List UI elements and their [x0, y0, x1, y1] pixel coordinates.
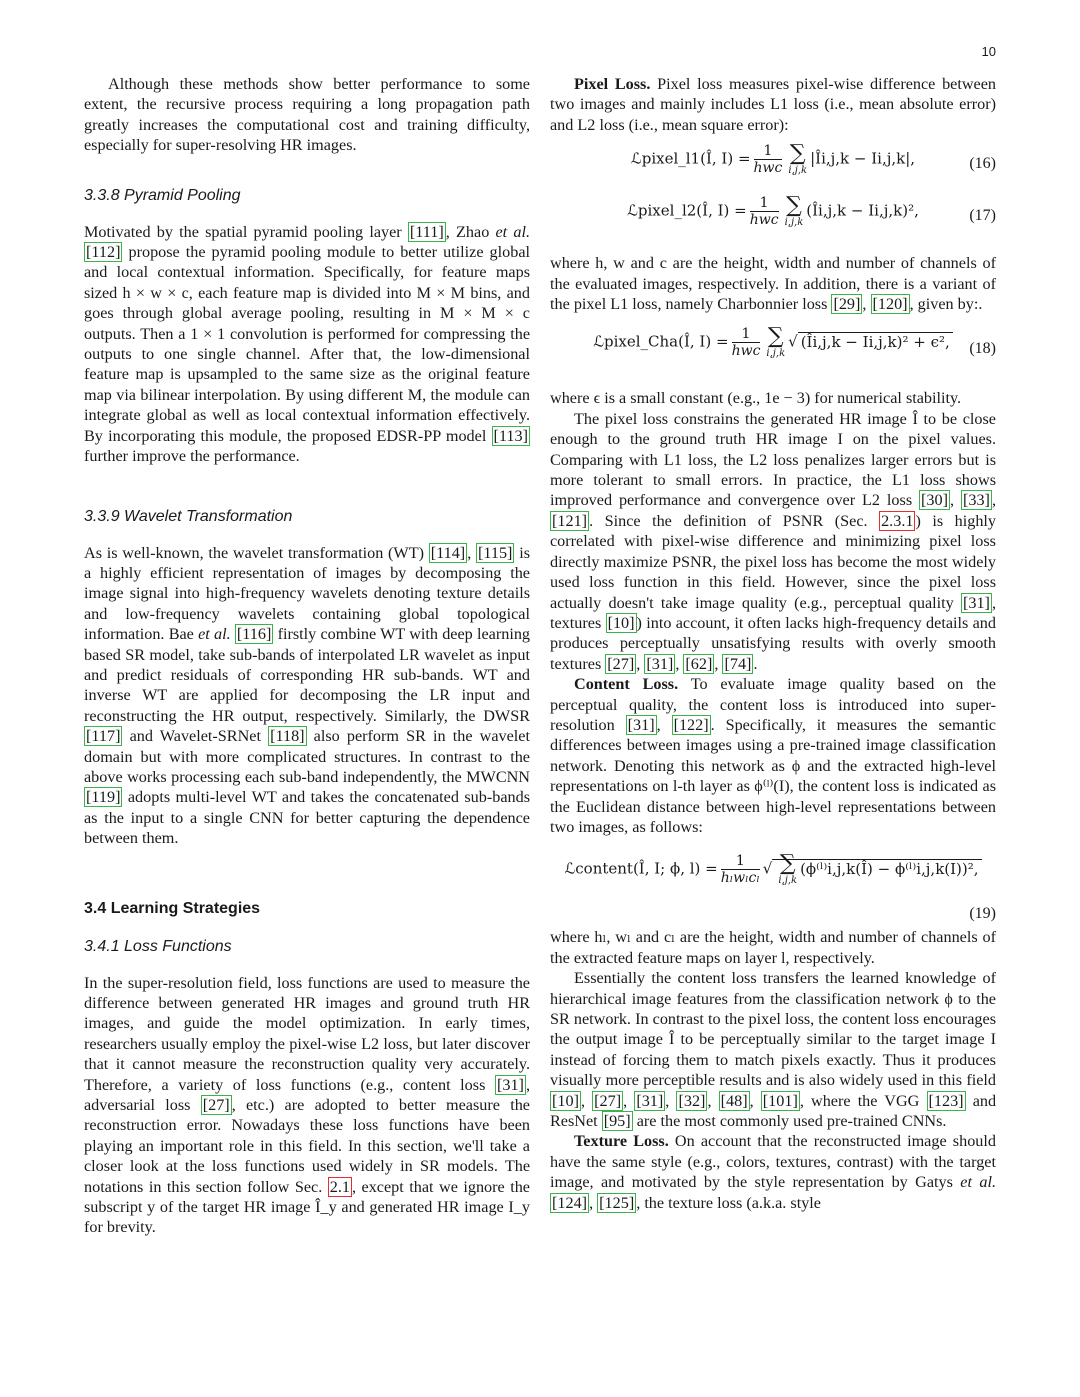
citation-link[interactable]: [95]: [603, 1112, 631, 1131]
citation-link[interactable]: [27]: [202, 1096, 230, 1115]
section-link[interactable]: 2.3.1: [881, 511, 914, 530]
intro-paragraph: Although these methods show better performance to some extent, the recursive process requiring a long propagation path greatly increases the computational cost and training difficulty, especially for super-resolving HR images.: [84, 75, 530, 155]
content-loss-discussion: Essentially the content loss transfers the learned knowledge of hierarchical image features from the classification network ϕ to the SR network. In contrast to the pixel loss, the content loss encourages the output image Î to be perceptually similar to the target image I instead of forcing them to match pixels exactly. Thus it produces visually more perceptible results and is also widely used in this field [10] , [27] , [31] , [32] , [48] , [101] , where the VGG [123] and ResNet [95] are the most commonly used pre-trained CNNs.: [550, 969, 997, 1131]
section-link[interactable]: 2.1: [329, 1177, 350, 1196]
citation-link[interactable]: [113]: [493, 426, 528, 445]
pyramid-pooling-paragraph: Motivated by the spatial pyramid pooling layer [111] , Zhao et al. [112] propose the pyramid pooling module to better utilize global and local contextual information. Specifically, for feature maps sized h × w × c, each feature map is divided into M × M bins, and goes through global average pooling, resulting in M × M × c outputs. Then a 1 × 1 convolution is performed for compressing the outputs to one single channel. After that, the low-dimensional feature map is upsampled to the same size as the original feature map via bilinear interpolation. By using different M, the module can integrate global as well as local contextual information effectively. By incorporating this module, the proposed EDSR-PP model [113] further improve the performance.: [84, 222, 531, 466]
texture-loss-heading: Texture Loss.: [574, 1132, 669, 1151]
citation-link[interactable]: [33]: [962, 491, 990, 510]
citation-link[interactable]: [31]: [962, 593, 990, 612]
citation-link[interactable]: [32]: [678, 1091, 706, 1110]
content-loss-heading: Content Loss.: [574, 675, 679, 694]
citation-link[interactable]: [119]: [86, 788, 121, 807]
citation-link[interactable]: [62]: [685, 654, 713, 673]
citation-link[interactable]: [31]: [636, 1091, 664, 1110]
wavelet-paragraph: As is well-known, the wavelet transformation (WT) [114] , [115] is a highly efficient representation of images by decomposing the image signal into high-frequency wavelets denoting texture details and low-frequency wavelets containing global topological information. Bae et al. [116] firstly combine WT with deep learning based SR model, take sub-bands of interpolated LR wavelet as input and predict residuals of corresponding HR sub-bands. WT and inverse WT are applied for decomposing the LR input and reconstructing the HR output, respectively. Similarly, the DWSR [117] and Wavelet-SRNet [118] also perform SR in the wavelet domain but with more complicated structures. In contrast to the above works processing each sub-band independently, the MWCNN [119] adopts multi-level WT and takes the concatenated sub-bands as the input to a single CNN for better capturing the dependence between them.: [84, 543, 531, 848]
section-3-4-1-heading: 3.4.1 Loss Functions: [84, 937, 232, 955]
section-3-4-heading: 3.4 Learning Strategies: [84, 899, 261, 917]
content-loss-where: where hₗ, wₗ and cₗ are the height, width and number of channels of the extracted feature maps on layer l, respectively.: [550, 928, 996, 967]
citation-link[interactable]: [101]: [762, 1091, 798, 1110]
content-loss-paragraph: Content Loss. To evaluate image quality based on the perceptual quality, the content loss is introduced into super-resolution [31] , [122] . Specifically, it measures the semantic differences between images using a pre-trained image classification network. Denoting this network as ϕ and the extracted high-level representations on l-th layer as ϕ⁽ˡ⁾(I), the content loss is indicated as the Euclidean distance between high-level representations between two images, as follows:: [550, 675, 996, 836]
equation-16: ℒpixel_l1(Î, I) = $\frac{1}{\text{hwc}}$ ∑ i,j,k |Îi,j,k − Ii,j,k|, (16): [630, 141, 996, 177]
pixel-loss-heading: Pixel Loss.: [574, 75, 651, 93]
citation-link[interactable]: [48]: [720, 1091, 748, 1110]
pixel-loss-discussion: The pixel loss constrains the generated HR image Î to be close enough to the ground truth HR image I on the pixel values. Comparing with L1 loss, the L2 loss penalizes larger errors but is more tolerant to small errors. In practice, the L1 loss shows improved performance and convergence over L2 loss [30] , [33] , [121] . Since the definition of PSNR (Sec. 2.3.1 ) is highly correlated with pixel-wise difference and minimizing pixel loss directly maximize PSNR, the pixel loss has become the most widely used loss function in this field. However, since the pixel loss actually doesn't take image quality (e.g., perceptual quality [31] , textures [10] ) into account, it often lacks high-frequency details and produces perceptually unsatisfying results with overly smooth textures [27] , [31] , [62] , [74] .: [550, 409, 997, 673]
page-number: 10: [981, 44, 996, 59]
citation-link[interactable]: [31]: [496, 1075, 524, 1094]
citation-link[interactable]: [10]: [607, 613, 635, 632]
citation-link[interactable]: [10]: [552, 1091, 579, 1110]
citation-link[interactable]: [117]: [86, 727, 121, 746]
citation-link[interactable]: [29]: [833, 295, 861, 314]
citation-link[interactable]: [116]: [236, 625, 272, 644]
equation-17: ℒpixel_l2(Î, I) = $\frac{1}{\text{hwc}}$ ∑ i,j,k (Îi,j,k − Ii,j,k)², (17): [627, 193, 996, 229]
citation-link[interactable]: [120]: [872, 295, 908, 314]
loss-functions-paragraph: In the super-resolution field, loss functions are used to measure the difference between generated HR images and ground truth HR images, and guide the model optimization. In early times, researchers usually employ the pixel-wise L2 loss, but later discover that it cannot measure the reconstruction quality very accurately. Therefore, a variety of loss functions (e.g., content loss [31] , adversarial loss [27] , etc.) are adopted to better measure the reconstruction error. Nowadays these loss functions have been playing an important role in this field. In this section, we'll take a closer look at the loss functions used widely in SR models. The notations in this section follow Sec. 2.1 , except that we ignore the subscript y of the target HR image Î_y and generated HR image I_y for brevity.: [84, 973, 530, 1237]
right-column: [550, 74, 996, 1213]
citation-link[interactable]: [125]: [599, 1193, 635, 1212]
citation-link[interactable]: [27]: [594, 1091, 622, 1110]
citation-link[interactable]: [112]: [86, 243, 121, 262]
citation-link[interactable]: [111]: [409, 222, 444, 241]
equation-19: ℒcontent(Î, I; ϕ, l) = $\frac{1}{\text{hₗwₗcₗ}}$ √ ∑ i,j,k (ϕ⁽ˡ⁾i,j,k(Î) − ϕ⁽ˡ⁾i,j,k(I))², (19): [564, 851, 996, 923]
citation-link[interactable]: [118]: [270, 727, 305, 746]
citation-link[interactable]: [114]: [430, 543, 466, 562]
citation-link[interactable]: [124]: [552, 1193, 588, 1212]
citation-link[interactable]: [27]: [607, 654, 635, 673]
equation-18: ℒpixel_Cha(Î, I) = $\frac{1}{\text{hwc}}$ ∑ i,j,k √ (Îi,j,k − Ii,j,k)² + ϵ², (18): [593, 324, 996, 360]
citation-link[interactable]: [121]: [552, 511, 588, 530]
left-column: [84, 74, 530, 1238]
citation-link[interactable]: [31]: [627, 715, 655, 734]
pixel-loss-paragraph: Pixel Loss. Pixel loss measures pixel-wise difference between two images and mainly includes L1 loss (i.e., mean absolute error) and L2 loss (i.e., mean square error):: [550, 75, 996, 134]
citation-link[interactable]: [123]: [928, 1091, 964, 1110]
epsilon-paragraph: where ϵ is a small constant (e.g., 1e − 3) for numerical stability.: [550, 389, 962, 408]
texture-loss-paragraph: Texture Loss. On account that the reconstructed image should have the same style (e.g., colors, textures, contrast) with the target image, and motivated by the style representation by Gatys et al. [124] , [125] , the texture loss (a.k.a. style: [550, 1132, 996, 1212]
citation-link[interactable]: [31]: [646, 654, 674, 673]
citation-link[interactable]: [30]: [921, 491, 949, 510]
section-3-3-8-heading: 3.3.8 Pyramid Pooling: [84, 186, 241, 204]
citation-link[interactable]: [74]: [724, 654, 752, 673]
citation-link[interactable]: [122]: [673, 715, 709, 734]
citation-link[interactable]: [115]: [477, 543, 513, 562]
section-3-3-9-heading: 3.3.9 Wavelet Transformation: [84, 507, 293, 525]
charbonnier-paragraph: where h, w and c are the height, width and number of channels of the evaluated images, respectively. In addition, there is a variant of the pixel L1 loss, namely Charbonnier loss [29] , [120] , given by:.: [550, 254, 996, 314]
